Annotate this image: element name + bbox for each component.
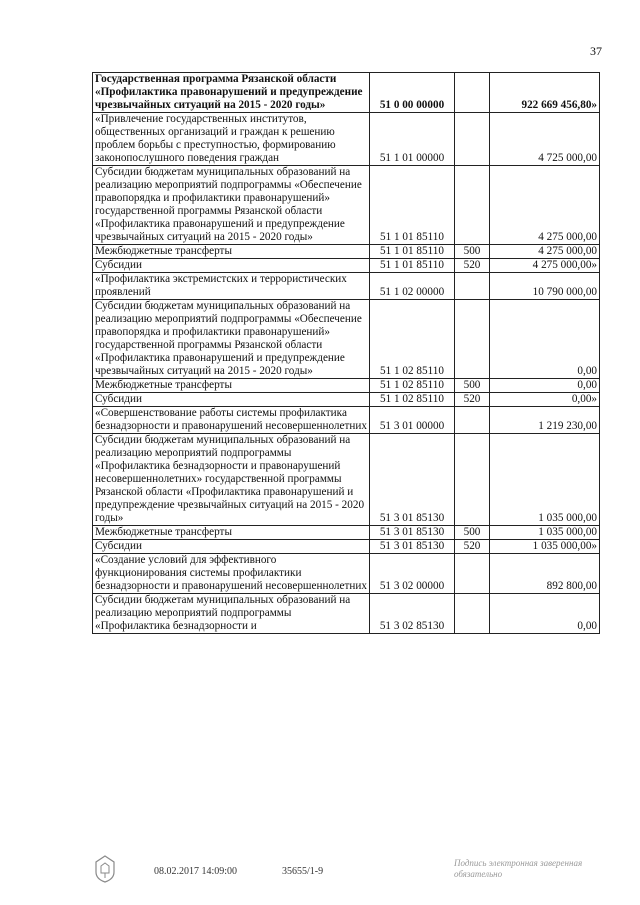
row-sum-cell: 0,00 [490,300,600,379]
row-code-cell: 51 1 01 85110 [370,259,455,273]
table-row [93,554,600,594]
row-type-cell [455,73,490,113]
page-number: 37 [590,44,602,58]
row-type-cell [455,300,490,379]
row-name-cell: «Профилактика экстремистских и террористических проявлений [93,273,370,300]
row-name-cell: «Совершенствование работы системы профилактика безнадзорности и правонарушений несовершеннолетних [93,407,370,434]
row-type-cell: 520 [455,540,490,554]
row-name-cell: Субсидии бюджетам муниципальных образований на реализацию мероприятий подпрограммы «Обеспечение правопорядка и профилактики правонарушений» государственной программы Рязанской области «Профилактика правонарушений и предупреждение чрезвычайных ситуаций на 2015 - 2020 годы» [93,166,370,245]
table-row [93,594,600,634]
row-code-cell: 51 1 02 85110 [370,379,455,393]
row-sum-cell: 922 669 456,80» [490,73,600,113]
row-name-cell: «Создание условий для эффективного функционирования системы профилактики безнадзорности и правонарушений несовершеннолетних [93,554,370,594]
row-name-cell: Государственная программа Рязанской области «Профилактика правонарушений и предупреждение чрезвычайных ситуаций на 2015 - 2020 годы» [93,73,370,113]
row-name-cell: Субсидии [93,393,370,407]
row-sum-cell: 4 275 000,00 [490,166,600,245]
row-sum-cell: 1 035 000,00 [490,526,600,540]
row-name-cell: Межбюджетные трансферты [93,526,370,540]
row-type-cell [455,407,490,434]
row-sum-cell: 1 035 000,00» [490,540,600,554]
table-row [93,73,600,113]
row-type-cell [455,554,490,594]
row-code-cell: 51 3 01 85130 [370,540,455,554]
row-code-cell: 51 0 00 00000 [370,73,455,113]
table-row [93,259,600,273]
table-row [93,273,600,300]
row-code-cell: 51 1 01 85110 [370,245,455,259]
row-code-cell: 51 1 02 85110 [370,300,455,379]
row-code-cell: 51 1 02 85110 [370,393,455,407]
footer-date: 08.02.2017 14:09:00 [154,866,238,877]
row-code-cell: 51 3 01 85130 [370,434,455,526]
row-type-cell: 500 [455,526,490,540]
row-sum-cell: 1 035 000,00 [490,434,600,526]
row-type-cell [455,166,490,245]
row-sum-cell: 0,00 [490,379,600,393]
table-row [93,379,600,393]
row-sum-cell: 4 275 000,00» [490,259,600,273]
row-type-cell: 500 [455,379,490,393]
row-name-cell: Межбюджетные трансферты [93,379,370,393]
row-sum-cell: 0,00 [490,594,600,634]
row-type-cell [455,273,490,300]
row-sum-cell: 892 800,00 [490,554,600,594]
row-sum-cell: 10 790 000,00 [490,273,600,300]
row-name-cell: Межбюджетные трансферты [93,245,370,259]
row-name-cell: «Привлечение государственных институтов, общественных организаций и граждан к решению проблем борьбы с преступностью, формированию законопослушного поведения граждан [93,113,370,166]
row-name-cell: Субсидии бюджетам муниципальных образований на реализацию мероприятий подпрограммы «Профилактика безнадзорности и правонарушений несовершеннолетних» государственной программы Рязанской области «Профилактика правонарушений и предупреждение чрезвычайных ситуаций на 2015 - 2020 годы» [93,434,370,526]
footer-note: Подпись электронная заверенная обязательно [454,858,583,879]
table-row [93,407,600,434]
row-name-cell: Субсидии [93,540,370,554]
table-row [93,434,600,526]
table-row [93,540,600,554]
table-row [93,393,600,407]
table-row [93,113,600,166]
row-sum-cell: 0,00» [490,393,600,407]
row-code-cell: 51 3 01 85130 [370,526,455,540]
row-sum-cell: 1 219 230,00 [490,407,600,434]
footer-doc-number: 35655/1-9 [282,866,324,877]
table-row [93,300,600,379]
row-type-cell [455,594,490,634]
row-type-cell: 520 [455,393,490,407]
row-type-cell: 500 [455,245,490,259]
table-row [93,526,600,540]
row-name-cell: Субсидии [93,259,370,273]
row-code-cell: 51 3 01 00000 [370,407,455,434]
table-row [93,166,600,245]
budget-table [92,72,600,634]
row-code-cell: 51 3 02 00000 [370,554,455,594]
row-type-cell [455,434,490,526]
row-name-cell: Субсидии бюджетам муниципальных образований на реализацию мероприятий подпрограммы «Обеспечение правопорядка и профилактики правонарушений» государственной программы Рязанской области «Профилактика правонарушений и предупреждение чрезвычайных ситуаций на 2015 - 2020 годы» [93,300,370,379]
row-type-cell: 520 [455,259,490,273]
row-code-cell: 51 1 01 00000 [370,113,455,166]
row-name-cell: Субсидии бюджетам муниципальных образований на реализацию мероприятий подпрограммы «Профилактика безнадзорности и [93,594,370,634]
row-sum-cell: 4 725 000,00 [490,113,600,166]
row-code-cell: 51 3 02 85130 [370,594,455,634]
row-code-cell: 51 1 02 00000 [370,273,455,300]
emblem-icon [92,854,118,884]
row-type-cell [455,113,490,166]
row-code-cell: 51 1 01 85110 [370,166,455,245]
row-sum-cell: 4 275 000,00 [490,245,600,259]
table-row [93,245,600,259]
